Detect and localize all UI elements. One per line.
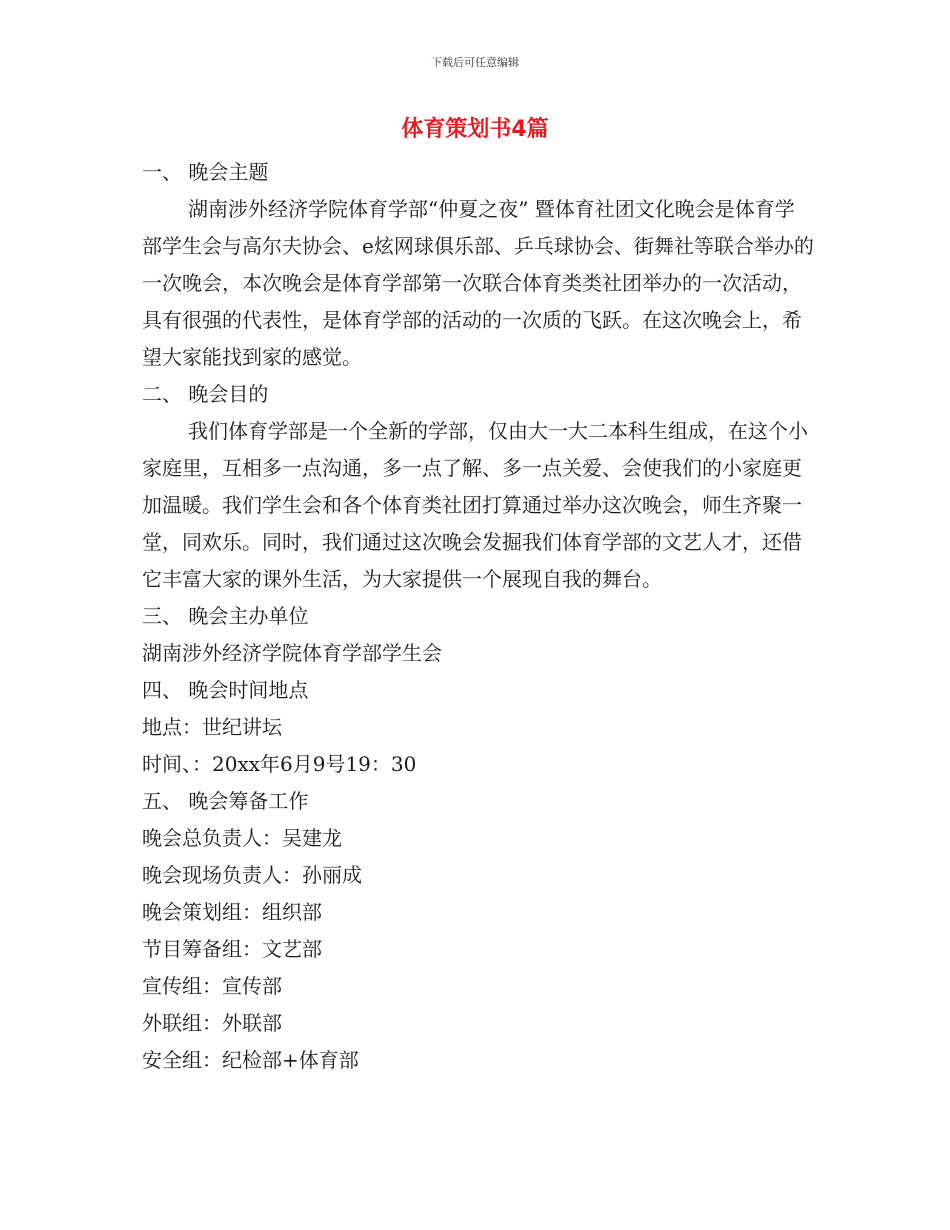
prep-item: 外联组：外联部 <box>142 1011 282 1035</box>
header-note: 下载后可任意编辑 <box>431 56 519 69</box>
section-body-theme: 湖南涉外经济学院体育学部“仲夏之夜” 暨体育社团文化晚会是体育学部学生会与高尔夫协会、e炫网球俱乐部、乒乓球协会、街舞社等联合举办的一次晚会，本次晚会是体育学部第一次联合体育类类社团举办的一次活动，具有很强的代表性，是体育学部的活动的一次质的飞跃。在这次晚会上，希望大家能找到家的感觉。 <box>142 197 814 369</box>
event-place: 地点：世纪讲坛 <box>142 715 282 739</box>
document-body <box>142 154 814 1079</box>
section-heading-organizer: 三、 晚会主办单位 <box>142 604 309 628</box>
event-time: 时间、：20xx年6月9号19：30 <box>142 752 417 776</box>
prep-item: 晚会策划组：组织部 <box>142 900 322 924</box>
prep-item: 节目筹备组：文艺部 <box>142 937 322 961</box>
prep-item: 晚会现场负责人：孙丽成 <box>142 863 362 887</box>
section-body-purpose: 我们体育学部是一个全新的学部，仅由大一大二本科生组成，在这个小家庭里，互相多一点沟通，多一点了解、多一点关爱、会使我们的小家庭更加温暖。我们学生会和各个体育类社团打算通过举办这次晚会，师生齐聚一堂，同欢乐。同时，我们通过这次晚会发掘我们体育学部的文艺人才，还借它丰富大家的课外生活，为大家提供一个展现自我的舞台。 <box>142 419 808 591</box>
section-body-organizer: 湖南涉外经济学院体育学部学生会 <box>142 641 442 665</box>
prep-item: 安全组：纪检部+体育部 <box>142 1048 359 1072</box>
document-title: 体育策划书4篇 <box>401 117 549 142</box>
section-heading-theme: 一、 晚会主题 <box>142 160 269 184</box>
section-heading-time-place: 四、 晚会时间地点 <box>142 678 309 702</box>
prep-item: 宣传组：宣传部 <box>142 974 282 998</box>
section-heading-purpose: 二、 晚会目的 <box>142 382 269 406</box>
section-heading-preparation: 五、 晚会筹备工作 <box>142 789 309 813</box>
prep-item: 晚会总负责人：吴建龙 <box>142 826 342 850</box>
